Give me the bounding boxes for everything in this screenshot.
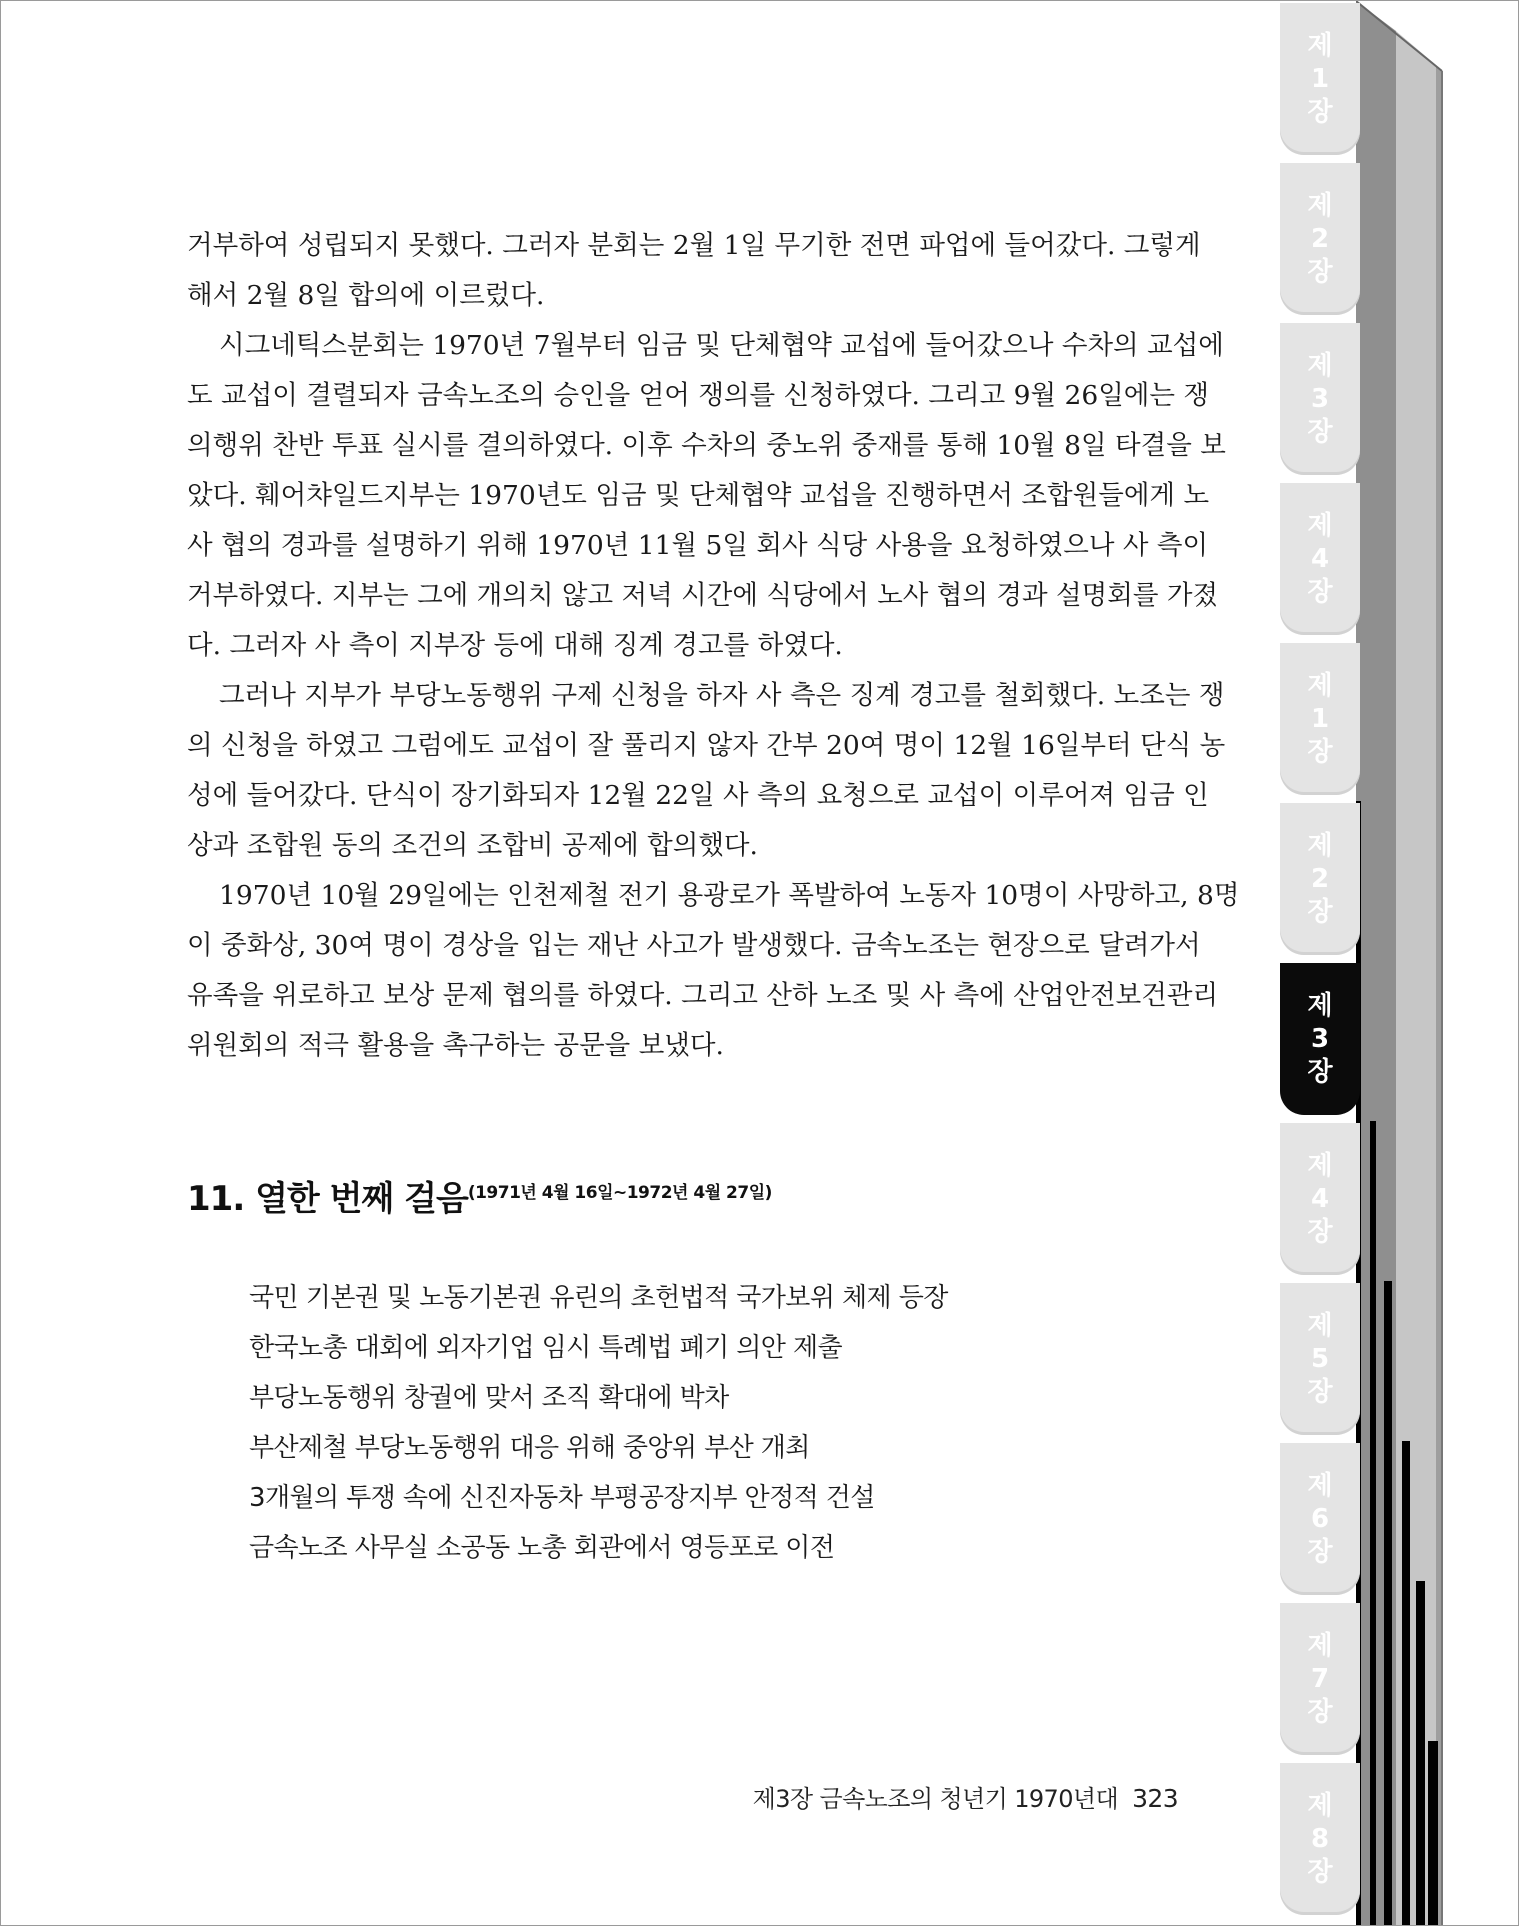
chapter-tab-label: 3: [1310, 383, 1330, 414]
chapter-tab[interactable]: [1280, 1123, 1360, 1275]
chapter-tab-label: 3: [1310, 1023, 1330, 1054]
chapter-tab-label: 제: [1307, 190, 1333, 221]
text-line: 의 신청을 하였고 그럼에도 교섭이 잘 풀리지 않자 간부 20여 명이 12월 16일부터 단식 농: [187, 730, 1226, 761]
chapter-tab-label: 2: [1310, 223, 1330, 254]
text-line: 의행위 찬반 투표 실시를 결의하였다. 이후 수차의 중노위 중재를 통해 10월 8일 타결을 보: [187, 430, 1226, 461]
section-summary-list: [249, 1273, 948, 1573]
chapter-tab[interactable]: [1280, 1283, 1360, 1435]
text-line: 시그네틱스분회는 1970년 7월부터 임금 및 단체협약 교섭에 들어갔으나 수차의 교섭에: [219, 330, 1224, 361]
chapter-tab-label: 장: [1307, 256, 1333, 287]
chapter-tab-label: 1: [1310, 63, 1330, 94]
chapter-tab[interactable]: [1280, 163, 1360, 315]
chapter-tab-label: 장: [1307, 416, 1333, 447]
chapter-tab-label: 제: [1307, 1150, 1333, 1181]
chapter-tab-label: 장: [1307, 1216, 1333, 1247]
summary-item: 한국노총 대회에 외자기업 임시 특례법 폐기 의안 제출: [249, 1333, 843, 1363]
text-line: 유족을 위로하고 보상 문제 협의를 하였다. 그리고 산하 노조 및 사 측에 산업안전보건관리: [187, 980, 1219, 1011]
chapter-tab-label: 2: [1310, 863, 1330, 894]
section-period: (1971년 4월 16일~1972년 4월 27일): [467, 1183, 772, 1203]
running-footer-chapter: 제3장 금속노조의 청년기 1970년대: [752, 1785, 1119, 1813]
chapter-tab[interactable]: [1280, 803, 1360, 955]
text-line: 성에 들어갔다. 단식이 장기화되자 12월 22일 사 측의 요청으로 교섭이 이루어져 임금 인: [187, 780, 1209, 811]
paragraph: [187, 871, 1240, 1071]
text-line: 1970년 10월 29일에는 인천제철 전기 용광로가 폭발하여 노동자 10명이 사망하고, 8명: [219, 880, 1240, 911]
chapter-tab-label: 제: [1307, 830, 1333, 861]
text-line: 상과 조합원 동의 조건의 조합비 공제에 합의했다.: [187, 830, 758, 861]
text-line: 다. 그러자 사 측이 지부장 등에 대해 징계 경고를 하였다.: [187, 630, 843, 661]
chapter-tab-label: 장: [1307, 576, 1333, 607]
chapter-tabs: [1280, 1, 1360, 1926]
text-line: 거부하였다. 지부는 그에 개의치 않고 저녁 시간에 식당에서 노사 협의 경과 설명회를 가졌: [187, 580, 1219, 611]
text-line: 그러나 지부가 부당노동행위 구제 신청을 하자 사 측은 징계 경고를 철회했다. 노조는 쟁: [219, 680, 1225, 711]
paragraph: [187, 671, 1226, 871]
page-footer: [753, 1779, 1178, 1814]
chapter-tab[interactable]: [1280, 3, 1360, 155]
chapter-tab[interactable]: [1280, 323, 1360, 475]
chapter-tab-label: 제: [1307, 1470, 1333, 1501]
chapter-tab-label: 6: [1310, 1503, 1330, 1534]
summary-item: 금속노조 사무실 소공동 노총 회관에서 영등포로 이전: [249, 1533, 835, 1563]
chapter-tab[interactable]: [1280, 483, 1360, 635]
chapter-tab-label: 장: [1307, 1536, 1333, 1567]
chapter-tab-label: 5: [1310, 1343, 1330, 1374]
chapter-tab-label: 제: [1307, 990, 1333, 1021]
text-line: 위원회의 적극 활용을 촉구하는 공문을 보냈다.: [187, 1030, 724, 1061]
paragraph: [187, 221, 1201, 321]
summary-item: 국민 기본권 및 노동기본권 유린의 초헌법적 국가보위 체제 등장: [249, 1283, 948, 1313]
text-line: 해서 2월 8일 합의에 이르렀다.: [187, 280, 545, 311]
chapter-tab-active[interactable]: [1280, 963, 1360, 1115]
chapter-tab[interactable]: [1280, 1603, 1360, 1755]
page-number: 323: [1132, 1784, 1178, 1813]
chapter-tab-label: 장: [1307, 1376, 1333, 1407]
chapter-tab[interactable]: [1280, 1763, 1360, 1915]
body-text: [187, 221, 1240, 1071]
chapter-tab-label: 8: [1310, 1823, 1330, 1854]
chapter-tab-label: 제: [1307, 350, 1333, 381]
chapter-tab-label: 장: [1307, 1856, 1333, 1887]
text-line: 았다. 훼어챠일드지부는 1970년도 임금 및 단체협약 교섭을 진행하면서 조합원들에게 노: [187, 480, 1210, 511]
chapter-tab-label: 장: [1307, 1696, 1333, 1727]
chapter-tab[interactable]: [1280, 643, 1360, 795]
chapter-tab-label: 제: [1307, 670, 1333, 701]
text-line: 도 교섭이 결렬되자 금속노조의 승인을 얻어 쟁의를 신청하였다. 그리고 9월 26일에는 쟁: [187, 380, 1210, 411]
section-title: 11. 열한 번째 걸음: [187, 1179, 468, 1219]
section-heading: [187, 1171, 772, 1220]
text-line: 거부하여 성립되지 못했다. 그러자 분회는 2월 1일 무기한 전면 파업에 들어갔다. 그렇게: [187, 230, 1201, 261]
chapter-tab-label: 4: [1310, 1183, 1330, 1214]
summary-item: 3개월의 투쟁 속에 신진자동차 부평공장지부 안정적 건설: [249, 1483, 875, 1513]
chapter-tab-label: 1: [1310, 703, 1330, 734]
paragraph: [187, 321, 1226, 671]
chapter-tab-label: 4: [1310, 543, 1330, 574]
chapter-tab-label: 7: [1310, 1663, 1330, 1694]
text-line: 이 중화상, 30여 명이 경상을 입는 재난 사고가 발생했다. 금속노조는 현장으로 달려가서: [187, 930, 1201, 961]
summary-item: 부산제철 부당노동행위 대응 위해 중앙위 부산 개최: [249, 1433, 810, 1463]
chapter-tab-label: 제: [1307, 30, 1333, 61]
chapter-tab-label: 장: [1307, 896, 1333, 927]
chapter-tab-label: 제: [1307, 1310, 1333, 1341]
chapter-tab-label: 장: [1307, 96, 1333, 127]
chapter-tab-label: 장: [1307, 736, 1333, 767]
chapter-tab-label: 제: [1307, 1790, 1333, 1821]
book-edge: [1356, 1, 1519, 1926]
chapter-tab-label: 제: [1307, 1630, 1333, 1661]
text-line: 사 협의 경과를 설명하기 위해 1970년 11월 5일 회사 식당 사용을 요청하였으나 사 측이: [187, 530, 1209, 561]
chapter-tab-label: 제: [1307, 510, 1333, 541]
summary-item: 부당노동행위 창궐에 맞서 조직 확대에 박차: [249, 1383, 729, 1413]
chapter-tab[interactable]: [1280, 1443, 1360, 1595]
chapter-tab-label: 장: [1307, 1056, 1333, 1087]
